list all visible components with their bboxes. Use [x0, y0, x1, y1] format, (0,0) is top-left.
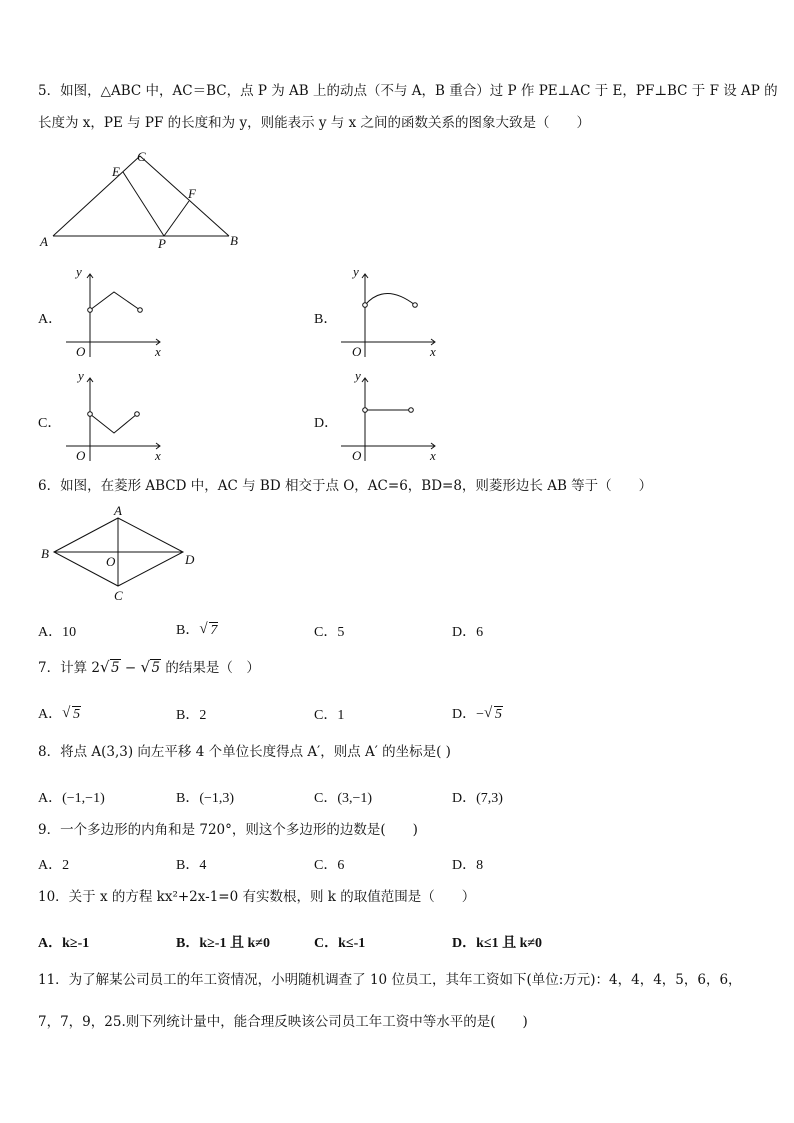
- fig6-label-o: O: [106, 554, 116, 569]
- q7-stem: 7．计算 2√ 5 − √ 5 的结果是（ ）: [38, 662, 260, 676]
- q6-option-b[interactable]: [176, 619, 218, 639]
- graph-c-origin: O: [76, 448, 86, 463]
- q6-option-d[interactable]: D．6: [452, 625, 484, 640]
- fig6-label-c: C: [114, 588, 123, 603]
- graph-c-x-label: x: [155, 448, 161, 463]
- q10-option-a[interactable]: A．k≥-1: [38, 936, 90, 951]
- q11-stem-line1: 11．为了解某公司员工的年工资情况，小明随机调查了 10 位员工，其年工资如下(单位:万元)：4，4，4，5，6，6，: [38, 972, 742, 988]
- q10-option-b[interactable]: B．k≥-1 且 k≠0: [176, 936, 270, 951]
- q5-option-b-label[interactable]: B．: [314, 312, 338, 327]
- q9-option-b[interactable]: B．4: [176, 858, 207, 873]
- q5-stem-line1: 5．如图，△ABC 中，AC＝BC，点 P 为 AB 上的动点（不与 A，B 重合）过 P 作 PE⊥AC 于 E，PF⊥BC 于 F 设 AP 的: [38, 83, 778, 99]
- q8-option-b[interactable]: B．(−1,3): [176, 791, 235, 806]
- q6-option-b-letter: B．: [176, 623, 200, 638]
- fig5-label-b: B: [230, 233, 238, 248]
- q5-option-d-graph: [335, 366, 445, 466]
- q7-option-c[interactable]: C．1: [314, 708, 345, 723]
- q5-option-a-graph: [60, 262, 170, 362]
- graph-d-origin: O: [352, 448, 362, 463]
- q5-option-d-label[interactable]: D．: [314, 416, 339, 431]
- q9-stem: 9．一个多边形的内角和是 720°，则这个多边形的边数是( ): [38, 822, 418, 838]
- graph-b-x-label: x: [430, 344, 436, 359]
- q8-option-d[interactable]: D．(7,3): [452, 791, 503, 806]
- q7-option-d-sqrt: √ 5: [484, 707, 503, 723]
- q7-option-b[interactable]: B．2: [176, 708, 207, 723]
- q6-rhombus-figure: [36, 502, 216, 606]
- q5-option-b-graph: [335, 262, 445, 362]
- q10-option-d[interactable]: D．k≤1 且 k≠0: [452, 936, 543, 951]
- q5-triangle-figure: [36, 146, 256, 252]
- q5-option-a-label[interactable]: A．: [38, 312, 63, 327]
- q8-stem: 8．将点 A(3,3) 向左平移 4 个单位长度得点 A′，则点 A′ 的坐标是( ): [38, 744, 451, 760]
- graph-d-x-label: x: [430, 448, 436, 463]
- fig6-label-d: D: [185, 552, 195, 567]
- q9-option-c[interactable]: C．6: [314, 858, 345, 873]
- fig6-label-b: B: [41, 546, 49, 561]
- fig5-label-a: A: [40, 234, 48, 249]
- graph-b-y-label: y: [353, 264, 359, 279]
- q9-option-a[interactable]: A．2: [38, 858, 70, 873]
- q5-stem-line2: 长度为 x，PE 与 PF 的长度和为 y，则能表示 y 与 x 之间的函数关系的图象大致是（ ）: [38, 115, 590, 131]
- fig5-label-f: F: [188, 186, 196, 201]
- graph-a-y-label: y: [76, 264, 82, 279]
- q7-sqrt-1: √ 5: [100, 662, 121, 676]
- q7-option-d[interactable]: D．−√ 5: [452, 703, 503, 723]
- q7-option-a-sqrt: √ 5: [62, 707, 81, 723]
- q10-option-c[interactable]: C．k≤-1: [314, 936, 366, 951]
- q9-option-d[interactable]: D．8: [452, 858, 484, 873]
- graph-b-origin: O: [352, 344, 362, 359]
- q5-option-c-graph: [60, 366, 170, 466]
- q6-stem: 6．如图，在菱形 ABCD 中，AC 与 BD 相交于点 O，AC=6，BD=8，则菱形边长 AB 等于（ ）: [38, 478, 653, 494]
- q7-sqrt-2: √ 5: [140, 662, 161, 676]
- graph-d-y-label: y: [355, 368, 361, 383]
- q11-stem-line2: 7，7，9，25.则下列统计量中，能合理反映该公司员工年工资中等水平的是( ): [38, 1014, 528, 1030]
- q5-option-c-label[interactable]: C．: [38, 416, 62, 431]
- q7-option-a[interactable]: A．√ 5: [38, 703, 81, 723]
- fig5-label-c: C: [137, 149, 146, 164]
- q6-option-c[interactable]: C．5: [314, 625, 345, 640]
- fig5-label-p: P: [158, 236, 166, 251]
- graph-a-x-label: x: [155, 344, 161, 359]
- q8-option-a[interactable]: A．(−1,−1): [38, 791, 105, 806]
- graph-c-y-label: y: [78, 368, 84, 383]
- fig5-label-e: E: [112, 164, 120, 179]
- fig6-label-a: A: [114, 503, 122, 518]
- q8-option-c[interactable]: C．(3,−1): [314, 791, 373, 806]
- q10-stem: 10．关于 x 的方程 kx²+2x-1=0 有实数根，则 k 的取值范围是（ ）: [38, 889, 476, 905]
- graph-a-origin: O: [76, 344, 86, 359]
- q6-option-b-sqrt: √ 7: [199, 623, 218, 639]
- q6-option-a[interactable]: A．10: [38, 625, 77, 640]
